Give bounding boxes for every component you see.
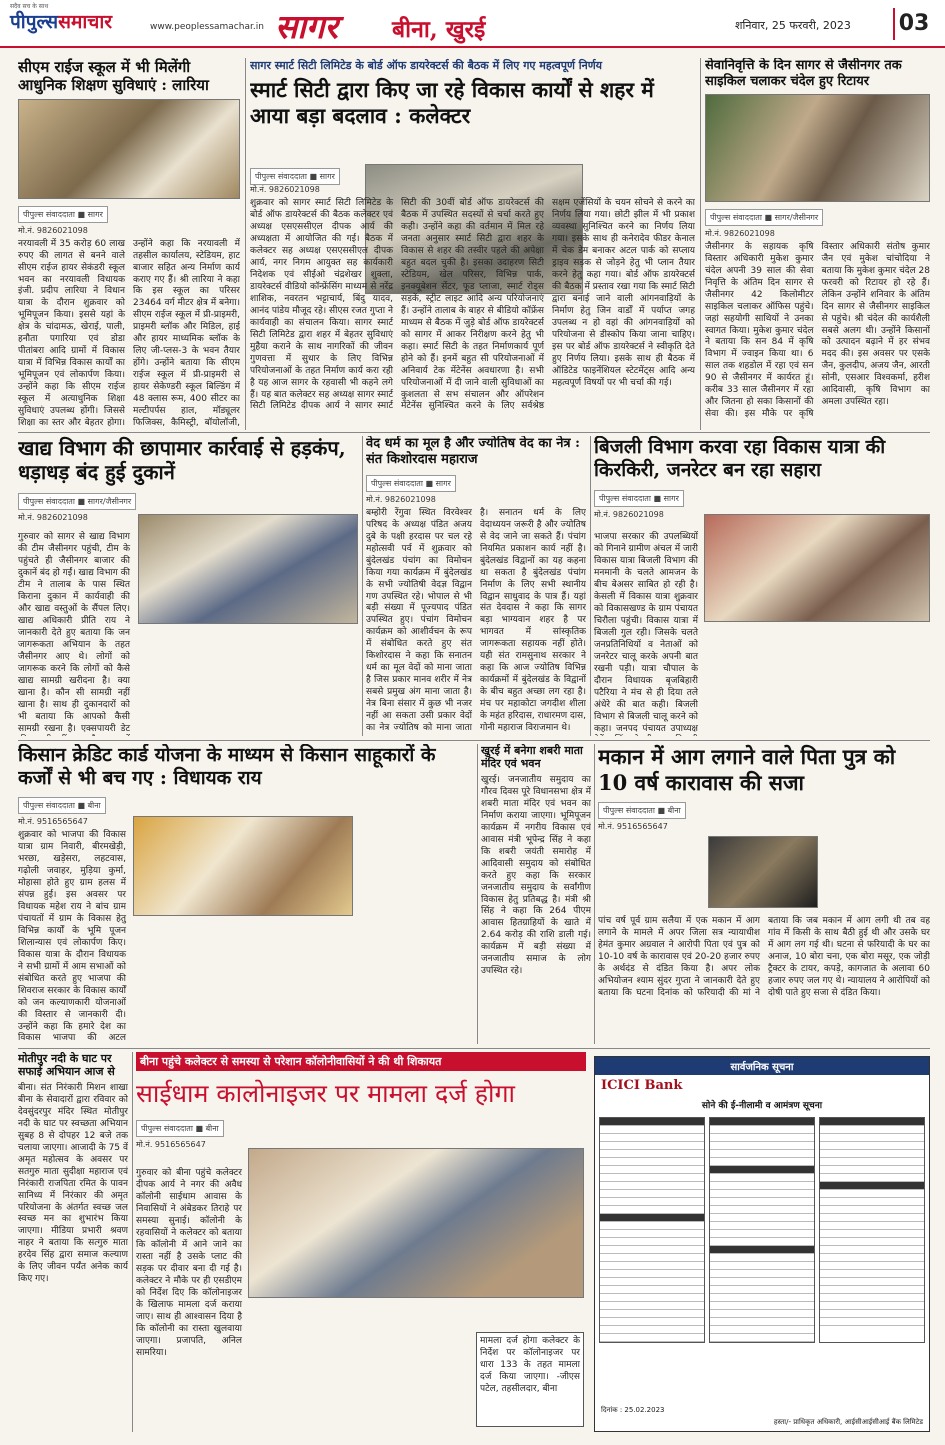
masthead xyxy=(0,0,945,48)
article-body: पांच वर्ष पूर्व ग्राम सलैया में एक मकान में आग लगाने के मामले में अपर जिला सत्र न्यायाधीश हेमंत कुमार अग्रवाल ने आरोपी पिता एवं पुत्र को 10-10 वर्ष के कारावास एवं 20-20 हजार रुपए के अर्थदंड से दंडित किया है। अपर लोक अभियोजन श्याम सुंदर गुप्ता ने जानकारी देते हुए बताया कि घटना दिनांक को फरियादी की मां ने बताया कि जब मकान में आग लगी थी तब वह गांव में किसी के साथ बैठी हुई थी और उसके घर में आग लग गई थी। घटना से फरियादी के घर का अनाज, 10 बोरा चना, एक बोरा मसूर, एक जोड़ी ट्रैक्टर के टायर, कपड़े, कागजात के अलावा 60 हजार रुपए जल गए थे। न्यायालय ने आरोपियों को दोषी पाते हुए सजा से दंडित किया। xyxy=(598,916,930,998)
icici-logo: ICICI Bank xyxy=(601,1078,683,1093)
icici-public-notice-ad xyxy=(594,1056,930,1432)
article-body: नरयावली में 35 करोड़ 60 लाख रुपए की लागत से बनने वाले सीएम राईज हायर सेकंडरी स्कूल भवन का नरयावली विधायक इंजी. प्रदीप लारिया ने विधान यात्रा के दौरान शुक्रवार को भूमिपूजन किया। इससे यहां के क्षेत्र के चांदामऊ, खेराई, पाली, हनौता पगारिया एवं डोडा पीतांबरा आदि ग्रामों में विकास यात्रा में विभिन्न विकास कार्यों का भूमिपूजन एवं लोकार्पण किया। उन्होंने कहा कि सीएम राईज स्कूल में अत्याधुनिक शिक्षा सुविधाएं उपलब्ध होंगी। जिससे शिक्षा का स्तर और बेहतर होगा। उन्होंने कहा कि नरयावली में तहसील कार्यालय, स्टेडियम, हाट बाजार सहित अन्य निर्माण कार्य कराए गए हैं। श्री लारिया ने कहा कि इस स्कूल का परिसर 23464 वर्ग मीटर क्षेत्र में बनेगा। सीएम राईज स्कूल में प्री-प्राइमरी, प्राइमरी ब्लॉक और मिडिल, हाई और हायर माध्यमिक ब्लॉक के लिए जी-प्लस-3 के भवन तैयार होंगे। उन्होंने बताया कि सीएम राईज स्कूल में प्री-प्राइमरी से हायर सेकेण्डरी स्कूल बिल्डिंग में 48 क्लास रूम, 400 सीटर का मल्टीपर्पस हाल, मॉड्यूलर फिजिक्स, कैमिस्ट्री, बॉयोलॉजी, xyxy=(18,238,240,428)
headline: बिजली विभाग करवा रहा विकास यात्रा की किरकिरी, जनरेटर बन रहा सहारा xyxy=(594,436,886,482)
mobile-number: मो.नं. 9826021098 xyxy=(250,185,320,194)
story-shabri-mandir xyxy=(481,744,591,1044)
headline: साईधाम कालोनाइजर पर मामला दर्ज होगा xyxy=(136,1079,516,1108)
kicker: सागर स्मार्ट सिटी लिमिटेड के बोर्ड ऑफ डायरेक्टर्स की बैठक में लिए गए महत्वपूर्ण निर्णय xyxy=(250,59,603,72)
official-quote-box: मामला दर्ज होगा कलेक्टर के निर्देश पर कॉलोनाइजर पर धारा 133 के तहत मामला दर्ज किया जाएगा। -जीएस पटेल, तहसीलदार, बीना xyxy=(476,1332,584,1427)
story-saidham-colonizer xyxy=(136,1052,586,1432)
logo-tagline: सदैव सच के साथ xyxy=(10,3,49,10)
article-body: गुरुवार को बीना पहुंचे कलेक्टर दीपक आर्य ने नगर की अवैध कॉलोनी साईधाम आवास के निवासियों ने अंबेडकर तिराहे पर समस्या सुनाई। कॉलोनी के रहवासियों ने कलेक्टर को बताया कि कॉलोनी में आने जाने का रास्ता नहीं है उसके प्लाट की सड़क पर दीवार बना दी गई है। कलेक्टर ने मौके पर ही एसडीएम को निर्देश दिए कि कॉलोनाइजर के खिलाफ मामला दर्ज कराया जाए। साथ ही आश्वासन दिया है कि कॉलोनी का रास्ता खुलवाया जाएगा। प्रजापति, अनिल सामरिया। xyxy=(136,1168,242,1358)
edition-city: सागर xyxy=(275,7,338,46)
story-veda-jyotish xyxy=(366,436,586,736)
edition-subcity: बीना, खुरई xyxy=(392,16,486,43)
article-body: शुक्रवार को सागर स्मार्ट सिटी लिमिटेड के बोर्ड ऑफ डायरेक्टर्स की बैठक कलेक्टर एवं अध्यक्ष एसएससीएल दीपक आर्य की अध्यक्षता में आयोजित की गई। बैठक में कलेक्टर सह अध्यक्ष एसएससीएल दीपक आर्य, नगर निगम आयुक्त सह कार्यकारी निदेशक एवं सीईओ चंद्रशेखर शुक्ला, डायरेक्टर्स वीडियो कॉन्फ्रेंसिंग माध्यम से नरेंद्र शाशिक, नवरतन भट्टाचार्य, बिंदु यादव, आनंद पांडेय मौजूद रहे। सीएस रजत गुप्ता ने कार्यवाही का संचालन किया। सागर स्मार्ट सिटी लिमिटेड द्वारा शहर में बेहतर सुविधाएं मुहैया कराने के साथ नागरिकों की जीवन गुणवत्ता में सुधार के लिए विभिन्न परियोजनाओं के तहत निर्माण कार्य करा रही है यह आज सागर के रहवासी भी कहने लगे हैं। यह बात कलेक्टर सह अध्यक्ष सागर स्मार्ट सिटी लिमिटेड दीपक आर्य ने सागर स्मार्ट सिटी की 30वीं बोर्ड ऑफ डायरेक्टर्स की बैठक में उपस्थित सदस्यों से चर्चा करते हुए कही। उन्होंने कहा की वर्तमान में मिल रहे जनता अनुसार स्मार्ट सिटी द्वारा शहर के विकास से शहर की तस्वीर पहले की अपेक्षा बहुत बदल चुकी है। इसका उदाहरण सिटी स्टेडियम, खेल परिसर, विभिन्न पार्क, इनक्यूबेशन सेंटर, फूड प्लाजा, स्मार्ट रोड्स सड़कें, स्ट्रीट लाइट आदि अन्य परियोजनाएं हैं। उन्होंने तालाब के बाहर से बीडियो कॉफ्रेंस माध्यम से बैठक में जुड़े बोर्ड ऑफ डायरेक्टर्स को सागर में आकर निरीक्षण करने हेतु भी कहा। स्मार्ट सिटी के तहत निर्माणकार्य पूर्ण होने को हैं। इनमें बहुत सी परियोजनाओं में अनिवार्य टेक मेंटेनेंस अवधारणा है। सभी परियोजनाओं में दी जाने वाली सुविधाओं का कुशलता से सभ संचालन और ऑपरेशन मेंटेनेंस सुनिश्चित करने के लिए सर्वश्रेष्ठ सक्षम एजेंसियों के चयन सोचने से करने का निर्णय लिया गया। छोटी झील में भी प्रकाश व्यवस्था सुनिश्चित करने का निर्णय लिया गया। इसके साथ ही कनेरादेव फीडर केनाल में चेक डेम बनाकर अटल पार्क को सप्लाय ड्राइव सड़क से जोड़ने हेतु भी प्लान तैयार करने हेतु कहा गया। बोर्ड ऑफ डायरेक्टर्स की बैठक में प्रस्ताव रखा गया कि स्मार्ट सिटी द्वारा बनाई जाने वाली आंगनवाड़ियों के निर्माण हेतु जिन वार्डों में पर्याप्त जगह उपलब्ध न हो वहां की आंगनवाड़ियों को परियोजना से डीस्कोप किया जाना चाहिए। इस पर बोर्ड ऑफ डायरेक्टर्स ने स्वीकृति देते हुए निर्णय लिया। इसके साथ ही बैठक में ऑडिटेड फाइनेंशियल स्टेटमेंट्स आदि अन्य महत्वपूर्ण विषयों पर भी चर्चा की गई। xyxy=(250,198,695,412)
story-smart-city xyxy=(250,58,695,430)
byline: पीपुल्स संवाददाता ■ सागर xyxy=(366,475,456,492)
auction-col-3 xyxy=(819,1117,925,1343)
collector-visit-photo xyxy=(248,1148,584,1298)
ad-header: सार्वजनिक सूचना xyxy=(595,1057,929,1075)
mobile-number: मो.नं. 9516565647 xyxy=(598,822,668,832)
article-body: भाजपा सरकार की उपलब्धियों को गिनाने ग्रामीण अंचल में जारी विकास यात्रा बिजली विभाग की मनमानी के चलते आमजन के बीच बेअसर साबित हो रही है। केसली में विकास यात्रा शुक्रवार को विकासखण्ड के ग्राम पंचायत चिरौला पहुंची। विकास यात्रा में बिजली गुल रही। जिसके चलते जनप्रतिनिधियों व नेताओं को जनरेटर चालू करके अपनी बात रखनी पड़ी। यात्रा चौपाल के दौरान विधायक बृजबिहारी पटैरिया ने मंच से ही दिया तले अंधेरे की बात कही। बिजली विभाग से बिजली चालू करने को कहा। जनपद पंचायत उपाध्यक्ष xyxy=(594,532,698,734)
byline: पीपुल्स संवाददाता ■ बीना xyxy=(598,802,686,819)
article-body: बम्होरी रेंगुवा स्थित विरवेश्वर परिषद के अध्यक्ष पंडित अजय दुबे के पक्षी हरदास पर चल रहे महोत्सवी पर्व में शुक्रवार को बुंदेलखंड पंचांग का विमोचन किया गया कार्यक्रम में बुंदेलखंड के सभी ज्योतिषी वेदज्ञ विद्वान गण उपस्थित रहे। भोपाल से भी बड़ी संख्या में पूज्यपाद पंडित उपस्थित हुए। पंचांग विमोचन कार्यक्रम को आशीर्वचन के रूप में संबोधित करते हुए संत किशोरदास ने कहा कि सनातन धर्म का मूल वेदों को माना जाता है जिस प्रकार मानव शरीर में नेत्र सबसे प्रमुख अंग माना जाता है। नेत्र बिना संसार में कुछ भी नजर नहीं आ सकता उसी प्रकार वेदों का नेत्र ज्योतिष को माना जाता है। सनातन धर्म के लिए वेदाध्ययन जरूरी है और ज्योतिष से वेद जाने जा सकते हैं। पंचांग नियमित प्रकाशन कार्य नहीं है। बुंदेलखंड विद्वानों का यह कहना था सकता है बुंदेलखंड पंचांग निर्माण के लिए सभी स्थानीय विद्वान साधुवाद के पात्र हैं। यहां संत देवदास ने कहा कि सागर बड़ा भाग्यवान शहर है पर भागवत में सांस्कृतिक जागरूकता सहायक नहीं होते। यही संत रामसुनाथ सरकार ने कहा कि आज ज्योतिष विभिन्न कार्यक्रमों में बुंदेलखंड के विद्वानों के बीच बहुत अच्छा लग रहा है। मंच पर महाकोटा जगदीश शीला के महंत हरिदास, राधारमण दास, गोनी महाराज विराजमान थे। xyxy=(366,507,586,734)
headline: वेद धर्म का मूल है और ज्योतिष वेद का नेत्र : संत किशोरदास महाराज xyxy=(366,436,580,467)
story-arson-verdict xyxy=(598,744,930,1044)
story-motipur-cleanliness xyxy=(18,1052,128,1432)
headline: सेवानिवृत्ति के दिन सागर से जैसीनगर तक साइकिल चलाकर चंदेल हुए रिटायर xyxy=(705,58,902,89)
article-body: बीना। संत निरंकारी मिशन शाखा बीना के सेवादारों द्वारा रविवार को देवसुंदरपुर मंदिर स्थित मोतीपुर नदी के घाट पर स्वच्छता अभियान सुबह 8 से दोपहर 12 बजे तक चलाया जाएगा। आजादी के 75 वें अमृत महोत्सव के अवसर पर सतगुरु माता सुदीक्षा महाराज एवं निरंकारी राजपिता रमित के पावन सानिध्य में निरंकार की अमृत परियोजना के अंतर्गत स्वच्छ जल स्वच्छ मन का शुभारंभ किया जाएगा। मीडिया प्रभारी श्रवण नाहर ने बताया कि सत्गुरु माता हरदेव सिंह द्वारा समाज कल्याण के लिए जीवन पर्यंत अनेक कार्य किए गए। xyxy=(18,1082,128,1285)
byline: पीपुल्स संवाददाता ■ सागर xyxy=(18,206,108,223)
raid-photo xyxy=(138,514,358,624)
headline: मकान में आग लगाने वाले पिता पुत्र को 10 वर्ष कारावास की सजा xyxy=(598,744,896,795)
auction-table xyxy=(595,1113,929,1347)
headline: सीएम राईज स्कूल में भी मिलेंगी आधुनिक शिक्षण सुविधाएं : लारिया xyxy=(18,58,209,95)
mobile-number: मो.नं. 9826021098 xyxy=(18,225,88,235)
retirement-photo xyxy=(705,94,930,202)
kicker: बीना पहुंचे कलेक्टर से समस्या से परेशान कॉलोनीवासियों ने की थी शिकायत xyxy=(136,1052,586,1071)
byline: पीपुल्स संवाददाता ■ बीना xyxy=(136,1120,224,1137)
story-kisan-credit-card xyxy=(18,744,473,1044)
headline: मोतीपुर नदी के घाट पर सफाई अभियान आज से xyxy=(18,1052,115,1079)
byline: पीपुल्स संवाददाता ■ सागर/जैसीनगर xyxy=(18,493,136,510)
auction-col-2 xyxy=(709,1117,815,1343)
event-photo xyxy=(18,99,240,199)
article-body: शुक्रवार को भाजपा की विकास यात्रा ग्राम निवारी, बीरमखेड़ी, भरछा, खड़ेसरा, लहटवास, गढ़ोली जवाहर, मुड़िया कुर्मा, मोहासा होते हुए ग्राम हलस में संपन्न हुई। इस अवसर पर विधायक महेश राय ने बांच ग्राम पंचायतों में ग्राम के विकास हेतु विभिन्न कार्यों के भूमि पूजन शिलान्यास एवं लोकार्पण किए। विकास यात्रा के दौरान विधायक ने सभी ग्रामों में आम सभाओं को संबोधित करते हुए भाजपा की शिवराज सरकार के विकास कार्यों को जन कल्याणकारी योजनाओं की विस्तार से जानकारी दी। उन्होंने कहा कि हमारे देश का विकास भाजपा की अटल xyxy=(18,830,126,1044)
mobile-number: मो.नं. 9516565647 xyxy=(18,817,88,827)
ad-date: दिनांक : 25.02.2023 xyxy=(601,1406,665,1414)
mobile-number: मो.नं. 9826021098 xyxy=(705,228,775,238)
ad-title: सोने की ई-नीलामी व आमंत्रण सूचना xyxy=(701,1101,823,1111)
story-cm-rise-school xyxy=(18,58,240,428)
auction-col-1 xyxy=(599,1117,705,1343)
ad-signatory: हस्ता/- प्राधिकृत अधिकारी, आईसीआईसीआई बैंक लिमिटेड xyxy=(773,1418,923,1426)
story-food-raid xyxy=(18,436,358,736)
headline: खुरई में बनेगा शबरी माता मंदिर एवं भवन xyxy=(481,744,583,771)
headline: स्मार्ट सिटी द्वारा किए जा रहे विकास कार्यों से शहर में आया बड़ा बदलाव : कलेक्टर xyxy=(250,77,654,128)
article-body-col1: गुरुवार को सागर से खाद्य विभाग की टीम जैसीनगर पहुंची, टीम के पहुंचते ही जैसीनगर बाजार की दुकानें बंद हो गईं। खाद्य विभाग की टीम ने तालाब के पास स्थित किराना दुकान में कार्यवाही की और खाद्य वस्तुओं के सैंपल लिए। खाद्य अधिकारी प्रीति राय ने जानकारी देते हुए बताया कि जन जागरूकता अभियान के तहत जैसीनगर आए थे। लोगों को जागरूक करने कि लोगों को कैसे खाद्य सामग्री खरीदना है। क्या खाना है। कौन सी सामग्री नहीं खाना है। साथ ही दुकानदारों को भी बताया कि आपको कैसी सामग्री रखना है। एक्सपायरी डेट xyxy=(18,532,130,734)
story-retirement-cycle xyxy=(705,58,930,430)
article-body: खुरई। जनजातीय समुदाय का गौरव दिवस पूरे विधानसभा क्षेत्र में शबरी माता मंदिर एवं भवन का निर्माण कराया जाएगा। भूमिपूजन कार्यक्रम में नगरीय विकास एवं आवास मंत्री भूपेन्द्र सिंह ने कहा कि शबरी जयंती समारोह में आदिवासी समुदाय को संबोधित करते हुए कहा कि सरकार जनजातीय समुदाय के सर्वांगीण विकास हेतु प्रतिबद्ध है। मंत्री श्री सिंह ने कहा कि 264 पीएम आवास हितग्राहियों के खाते में 2.64 करोड़ की राशि डाली गई। कार्यक्रम में बड़ी संख्या में जनजातीय समाज के लोग उपस्थित रहे। xyxy=(481,774,591,977)
mobile-number: मो.नं. 9826021098 xyxy=(594,510,664,520)
yatra-photo xyxy=(704,514,930,622)
logo xyxy=(10,8,112,34)
headline: खाद्य विभाग की छापामार कार्रवाई से हड़कंप, धड़ाधड़ बंद हुई दुकानें xyxy=(18,436,346,485)
byline: पीपुल्स संवाददाता ■ सागर xyxy=(594,490,684,507)
logo-left: पीपुल्स xyxy=(10,11,59,33)
mobile-number: मो.नं. 9516565647 xyxy=(136,1139,206,1149)
mobile-number: मो.नं. 9826021098 xyxy=(18,512,88,522)
headline: किसान क्रेडिट कार्ड योजना के माध्यम से किसान साहूकारों के कर्जों से भी बच गए : विधायक राय xyxy=(18,744,436,790)
website: www.peoplessamachar.in xyxy=(150,22,264,32)
rally-photo xyxy=(133,816,353,916)
mobile-number: मो.नं. 9826021098 xyxy=(366,494,436,504)
byline: पीपुल्स संवाददाता ■ बीना xyxy=(18,797,106,814)
story-electricity-vikas-yatra xyxy=(594,436,930,736)
logo-right: समाचार xyxy=(58,11,113,33)
article-body: जैसीनगर के सहायक कृषि विस्तार अधिकारी मुकेश कुमार चंदेल अपनी 39 साल की सेवा निवृत्ति के अंतिम दिन सागर से जैसीनगर 42 किलोमीटर साइकिल चलाकर ऑफिस पहुंचे। जहां सहयोगी साथियों ने उनका स्वागत किया। मुकेश कुमार चंदेल ने बताया कि सन 84 में कृषि विभाग में ज्वाइन किया था। 6 साल तक शहडोल में रहा एवं सन 90 से जैसीनगर में कार्यरत हूं। करीब 33 साल जैसीनगर में रहा और जितना हो सका किसानों की सेवा की। इस मौके पर कृषि विस्तार अधिकारी संतोष कुमार जैन एवं मुकेश चांचोदिया ने बताया कि मुकेश कुमार चंदेल 28 फरवरी को रिटायर हो रहे हैं। लेकिन उन्होंने शनिवार के अंतिम दिन सागर से जैसीनगर साइकिल से पहुंचे। श्री चंदेल की कार्यशैली सबसे अलग थी। उन्होंने किसानों को उत्पादन बढ़ाने में हर संभव मदद की। इस अवसर पर एसके जैन, कुलदीप, अजय जैन, आरती सोनी, एसआर विश्वकर्मा, हरीश आदिवासी, कृषि विभाग का अमला उपस्थित रहा। xyxy=(705,241,930,420)
page-number: 03 xyxy=(893,8,933,40)
gavel-photo xyxy=(708,836,818,908)
byline: पीपुल्स संवाददाता ■ सागर xyxy=(250,168,340,185)
byline: पीपुल्स संवाददाता ■ सागर/जैसीनगर xyxy=(705,209,823,226)
issue-date: शनिवार, 25 फरवरी, 2023 xyxy=(735,19,851,32)
